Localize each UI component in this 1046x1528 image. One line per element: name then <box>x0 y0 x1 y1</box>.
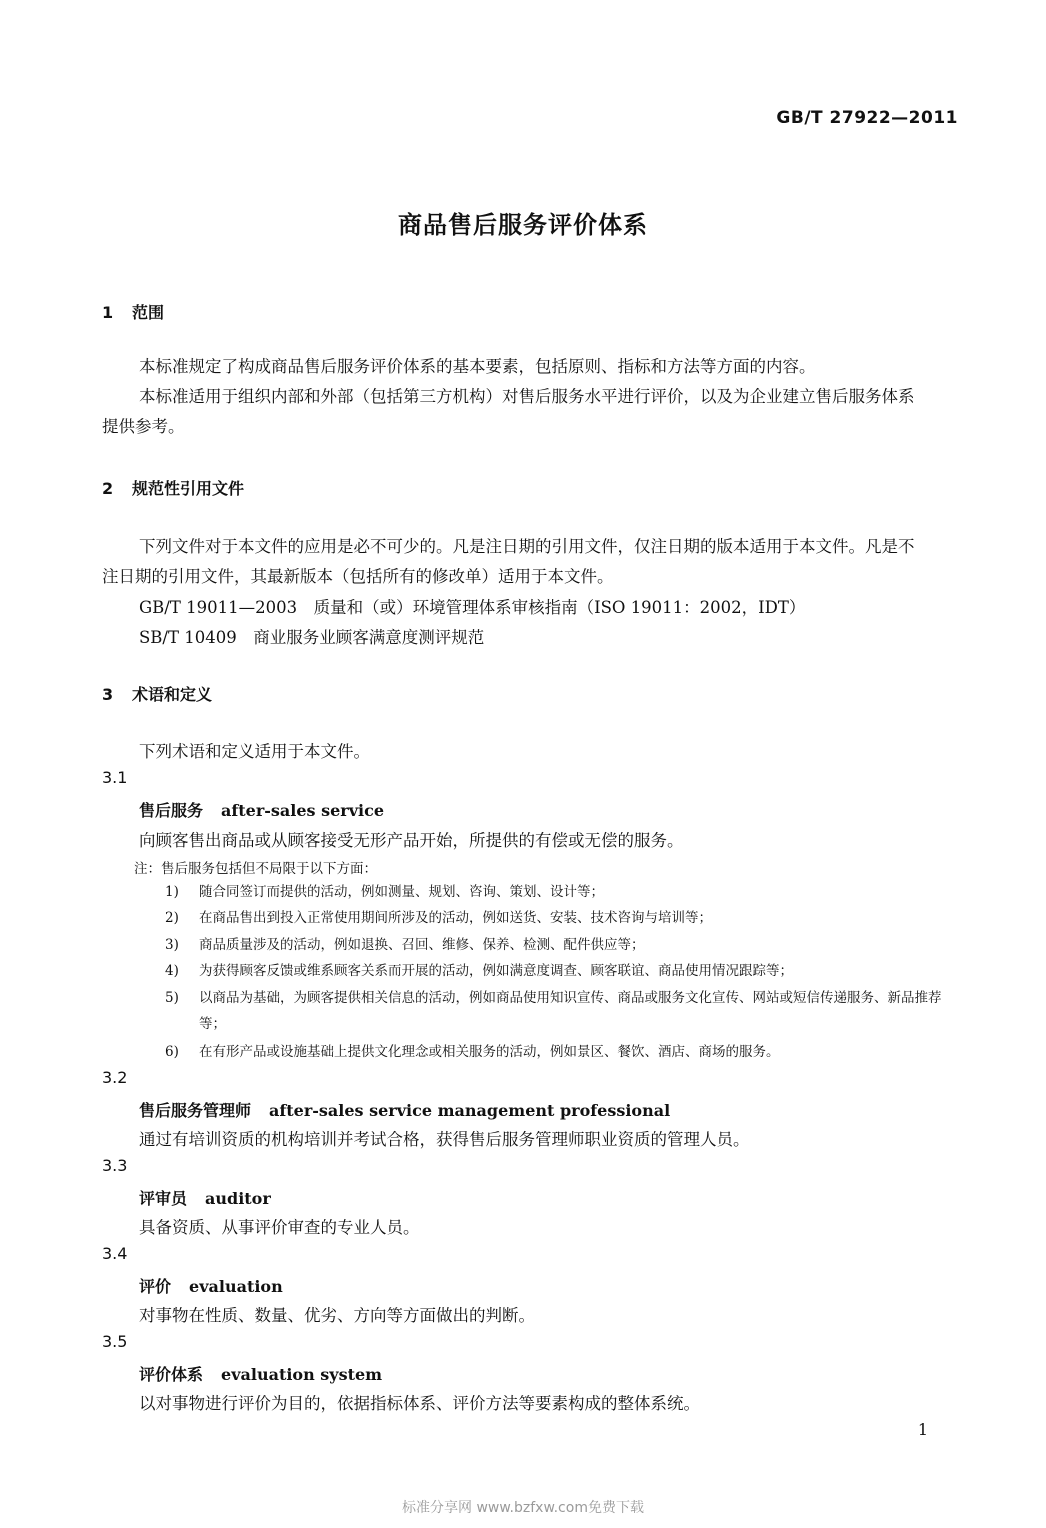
item-text: 为获得顾客反馈或维系顾客关系而开展的活动，例如满意度调查、顾客联谊、商品使用情况跟踪等； <box>199 963 793 979</box>
term-evaluation <box>139 1274 283 1297</box>
item-number: 1) <box>165 884 179 900</box>
clause-number: 3.2 <box>102 1068 128 1087</box>
term-service-manager <box>139 1098 670 1121</box>
page-number: 1 <box>917 1420 928 1439</box>
document-title: 商品售后服务评价体系 <box>398 211 648 239</box>
references-paragraph: 下列文件对于本文件的应用是必不可少的。凡是注日期的引用文件，仅注日期的版本适用于本文件。凡是不注日期的引用文件，其最新版本（包括所有的修改单）适用于本文件。 <box>102 537 915 586</box>
section-number: 1 <box>102 303 114 322</box>
terms-intro: 下列术语和定义适用于本文件。 <box>139 742 370 761</box>
item-text: 以商品为基础，为顾客提供相关信息的活动，例如商品使用知识宣传、商品或服务文化宣传、网站或短信传递服务、新品推荐等； <box>199 990 942 1032</box>
term-auditor <box>139 1186 271 1209</box>
note-item <box>165 1039 955 1065</box>
term-definition: 向顾客售出商品或从顾客接受无形产品开始，所提供的有偿或无偿的服务。 <box>139 831 684 850</box>
clause-number: 3.3 <box>102 1156 128 1175</box>
item-number: 6) <box>165 1044 179 1060</box>
term-definition: 以对事物进行评价为目的，依据指标体系、评价方法等要素构成的整体系统。 <box>139 1394 700 1413</box>
item-number: 2) <box>165 910 179 926</box>
term-en: evaluation system <box>221 1365 383 1384</box>
note-item <box>165 958 955 984</box>
reference-1: GB/T 19011—2003 质量和（或）环境管理体系审核指南（ISO 19011：2002，IDT） <box>139 598 806 617</box>
term-note: 注：售后服务包括但不局限于以下方面： <box>134 861 377 877</box>
item-text: 随合同签订而提供的活动，例如测量、规划、咨询、策划、设计等； <box>199 884 604 900</box>
item-number: 4) <box>165 963 179 979</box>
term-zh: 售后服务 <box>139 801 204 820</box>
term-en: auditor <box>205 1189 271 1208</box>
note-item <box>165 932 955 958</box>
scope-paragraph-1: 本标准规定了构成商品售后服务评价体系的基本要素，包括原则、指标和方法等方面的内容。 <box>139 357 816 376</box>
item-text: 在有形产品或设施基础上提供文化理念或相关服务的活动，例如景区、餐饮、酒店、商场的服务。 <box>199 1044 780 1060</box>
section-number: 2 <box>102 479 114 498</box>
term-evaluation-system <box>139 1362 382 1385</box>
term-zh: 评价体系 <box>139 1365 204 1384</box>
term-en: after-sales service management professional <box>269 1101 671 1120</box>
section-title: 规范性引用文件 <box>132 479 245 498</box>
watermark-footer[interactable]: 标准分享网 www.bzfxw.com免费下载 <box>402 1500 644 1516</box>
term-en: after-sales service <box>221 801 385 820</box>
section-number: 3 <box>102 685 114 704</box>
clause-number: 3.5 <box>102 1332 128 1351</box>
term-after-sales-service <box>139 798 384 821</box>
term-zh: 评审员 <box>139 1189 188 1208</box>
section-1-heading <box>102 300 164 323</box>
item-text: 商品质量涉及的活动，例如退换、召回、维修、保养、检测、配件供应等； <box>199 937 645 953</box>
section-title: 术语和定义 <box>132 685 213 704</box>
section-2-heading <box>102 476 244 499</box>
term-definition: 具备资质、从事评价审查的专业人员。 <box>139 1218 420 1237</box>
note-item <box>165 985 955 1037</box>
section-title: 范围 <box>132 303 165 322</box>
note-item <box>165 879 955 905</box>
term-zh: 评价 <box>139 1277 172 1296</box>
term-en: evaluation <box>189 1277 283 1296</box>
term-definition: 通过有培训资质的机构培训并考试合格，获得售后服务管理师职业资质的管理人员。 <box>139 1130 750 1149</box>
note-item <box>165 905 955 931</box>
standard-number: GB/T 27922—2011 <box>776 108 958 128</box>
clause-number: 3.4 <box>102 1244 128 1263</box>
item-number: 5) <box>165 990 179 1006</box>
scope-paragraph-2: 本标准适用于组织内部和外部（包括第三方机构）对售后服务水平进行评价，以及为企业建立售后服务体系提供参考。 <box>102 387 915 436</box>
item-text: 在商品售出到投入正常使用期间所涉及的活动，例如送货、安装、技术咨询与培训等； <box>199 910 712 926</box>
item-number: 3) <box>165 937 179 953</box>
section-3-heading <box>102 682 212 705</box>
term-definition: 对事物在性质、数量、优劣、方向等方面做出的判断。 <box>139 1306 535 1325</box>
clause-number: 3.1 <box>102 768 128 787</box>
reference-2: SB/T 10409 商业服务业顾客满意度测评规范 <box>139 628 485 647</box>
term-zh: 售后服务管理师 <box>139 1101 252 1120</box>
